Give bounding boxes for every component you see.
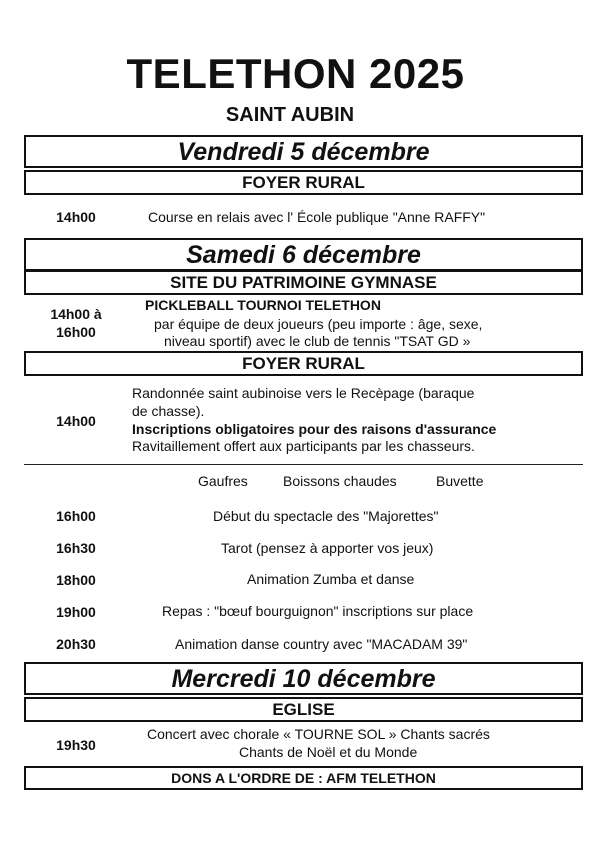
venue-saturday-gymnase: SITE DU PATRIMOINE GYMNASE (24, 270, 583, 295)
venue-friday: FOYER RURAL (24, 170, 583, 195)
event-description: Repas : "bœuf bourguignon" inscriptions sur place (162, 603, 474, 619)
venue-saturday-foyer: FOYER RURAL (24, 351, 583, 376)
hike-description: de chasse). (132, 403, 205, 419)
pickleball-details: par équipe de deux joueurs (peu importe : âge, sexe, (154, 316, 483, 332)
event-time: 20h30 (56, 636, 96, 652)
event-time: 19h00 (56, 604, 96, 620)
stand-boissons: Boissons chaudes (283, 473, 397, 489)
event-time: 16h00 (56, 324, 96, 340)
venue-wednesday: EGLISE (24, 697, 583, 722)
event-description: Début du spectacle des "Majorettes" (213, 508, 439, 524)
event-description: Animation Zumba et danse (247, 571, 415, 587)
event-time: 16h30 (56, 540, 96, 556)
day-header-friday: Vendredi 5 décembre (24, 135, 583, 168)
event-time: 19h30 (56, 737, 96, 753)
donations-banner: DONS A L'ORDRE DE : AFM TELETHON (24, 766, 583, 790)
page-subtitle: SAINT AUBIN (225, 104, 355, 126)
pickleball-title: PICKLEBALL TOURNOI TELETHON (145, 297, 381, 313)
section-divider (24, 464, 583, 465)
hike-description: Randonnée saint aubinoise vers le Recèpage (baraque (132, 385, 475, 401)
event-description: Tarot (pensez à apporter vos jeux) (221, 540, 434, 556)
event-time: 14h00 (56, 413, 96, 429)
hike-registration-note: Inscriptions obligatoires pour des raisons d'assurance (132, 421, 497, 437)
page-title: TELETHON 2025 (126, 50, 465, 97)
event-time: 14h00 (56, 209, 96, 225)
day-header-wednesday: Mercredi 10 décembre (24, 662, 583, 695)
event-time: 16h00 (56, 508, 96, 524)
event-time: 14h00 à (50, 306, 102, 322)
event-time: 18h00 (56, 572, 96, 588)
day-header-saturday: Samedi 6 décembre (24, 238, 583, 271)
hike-description: Ravitaillement offert aux participants par les chasseurs. (132, 438, 475, 454)
concert-description: Chants de Noël et du Monde (239, 744, 418, 760)
event-description: Course en relais avec l' École publique "Anne RAFFY" (148, 209, 486, 225)
event-description: Animation danse country avec "MACADAM 39" (175, 636, 468, 652)
pickleball-details: niveau sportif) avec le club de tennis "TSAT GD » (164, 333, 471, 349)
concert-description: Concert avec chorale « TOURNE SOL » Chants sacrés (147, 726, 490, 742)
stand-gaufres: Gaufres (198, 473, 248, 489)
stand-buvette: Buvette (436, 473, 484, 489)
